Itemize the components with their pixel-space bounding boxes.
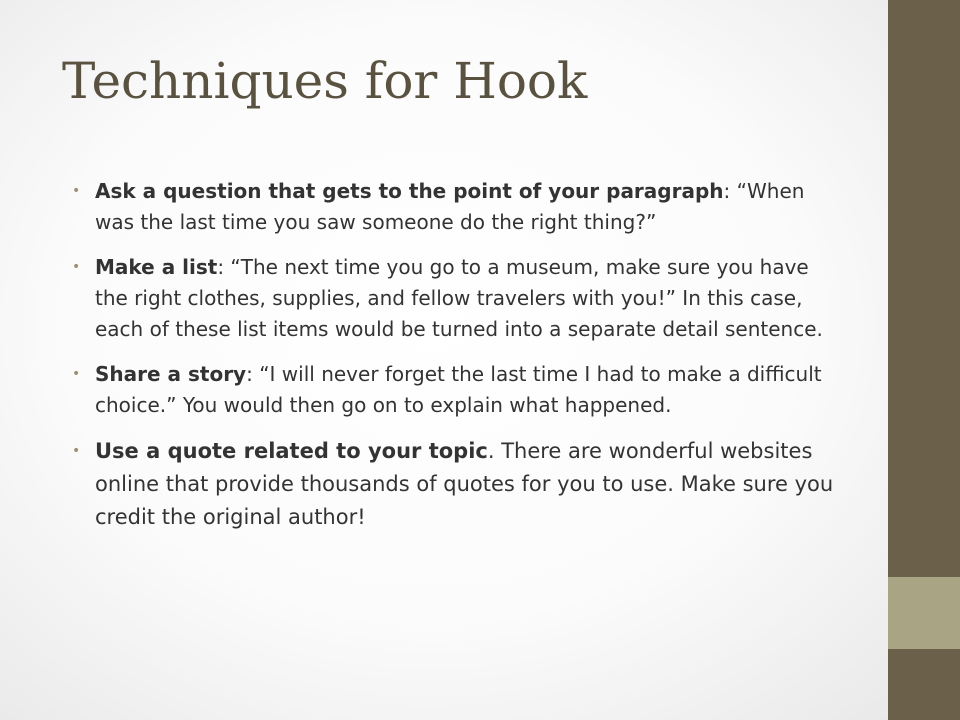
bullet-item bbox=[72, 435, 847, 534]
bullet-text: : “The next time you go to a museum, make sure you have the right clothes, supplies, and fellow travelers with you!” In this case, each of these list items would be turned into a separate detail sentence. bbox=[95, 255, 823, 341]
bullet-lead: Use a quote related to your topic bbox=[95, 439, 488, 463]
bullet-item bbox=[72, 252, 847, 345]
slide-title: Techniques for Hook bbox=[62, 52, 588, 110]
side-decorative-accent bbox=[888, 577, 960, 649]
bullet-item bbox=[72, 176, 847, 238]
bullet-marker-icon: • bbox=[72, 183, 81, 199]
bullet-lead: Share a story bbox=[95, 362, 247, 386]
bullet-marker-icon: • bbox=[72, 443, 81, 459]
bullet-list bbox=[72, 176, 847, 548]
bullet-lead: Ask a question that gets to the point of your paragraph bbox=[95, 179, 724, 203]
bullet-item bbox=[72, 359, 847, 421]
bullet-lead: Make a list bbox=[95, 255, 218, 279]
bullet-text: . There are wonderful websites online that provide thousands of quotes for you to use. Make sure you credit the original author! bbox=[95, 439, 834, 529]
bullet-text: : “When was the last time you saw someone do the right thing?” bbox=[95, 179, 805, 234]
bullet-marker-icon: • bbox=[72, 366, 81, 382]
bullet-marker-icon: • bbox=[72, 259, 81, 275]
bullet-text: : “I will never forget the last time I had to make a difficult choice.” You would then go on to explain what happened. bbox=[95, 362, 822, 417]
